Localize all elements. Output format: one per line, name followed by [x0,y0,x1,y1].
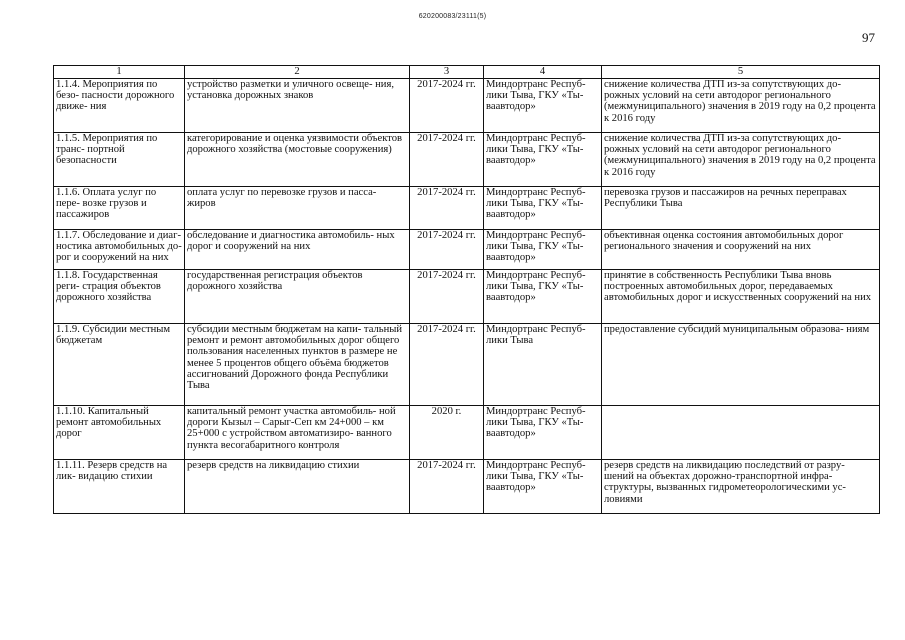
result-cell: объективная оценка состояния автомобильных дорог регионального значения и сооружений на них [602,230,880,270]
result-cell: снижение количества ДТП из-за сопутствующих до- рожных условий на сети автодорог регионального (межмуниципального) значения в 2019 году на 0,2 процента к 2016 году [602,79,880,133]
column-header-2: 2 [185,66,410,79]
page-number: 97 [862,30,875,45]
table-row [54,133,880,187]
executor-cell: Миндортранс Респуб- лики Тыва, ГКУ «Ты- ваавтодор» [484,133,602,187]
column-header-5: 5 [602,66,880,79]
activity-content-cell: капитальный ремонт участка автомобиль- ной дороги Кызыл – Сарыг-Сеп км 24+000 – км 25+000 с устройством автоматизиро- ванного пункта весогабаритного контроля [185,406,410,460]
activity-content-cell: обследование и диагностика автомобиль- ных дорог и сооружений на них [185,230,410,270]
table-row [54,324,880,406]
period-cell: 2017-2024 гг. [410,460,484,514]
table-row [54,230,880,270]
period-cell: 2017-2024 гг. [410,133,484,187]
executor-cell: Миндортранс Респуб- лики Тыва, ГКУ «Ты- ваавтодор» [484,79,602,133]
result-cell: принятие в собственность Республики Тыва вновь построенных автомобильных дорог, передаваемых автомобильных дорог и искусственных сооружений на них [602,270,880,324]
table-row [54,460,880,514]
period-cell: 2017-2024 гг. [410,187,484,230]
activity-name-cell: 1.1.5. Мероприятия по транс- портной безопасности [54,133,185,187]
executor-cell: Миндортранс Респуб- лики Тыва, ГКУ «Ты- ваавтодор» [484,187,602,230]
activity-content-cell: оплата услуг по перевозке грузов и пасса- жиров [185,187,410,230]
executor-cell: Миндортранс Респуб- лики Тыва, ГКУ «Ты- ваавтодор» [484,406,602,460]
document-code: 620200083/23111(5) [418,13,487,20]
period-cell: 2017-2024 гг. [410,230,484,270]
result-cell: резерв средств на ликвидацию последствий от разру- шений на объектах дорожно-транспортной инфра- структуры, вызванных гидрометеорологическими ус- ловиями [602,460,880,514]
result-cell: предоставление субсидий муниципальным образова- ниям [602,324,880,406]
period-cell: 2017-2024 гг. [410,324,484,406]
executor-cell: Миндортранс Респуб- лики Тыва, ГКУ «Ты- ваавтодор» [484,460,602,514]
table-row [54,187,880,230]
activity-name-cell: 1.1.8. Государственная реги- страция объектов дорожного хозяйства [54,270,185,324]
table-row [54,270,880,324]
column-header-1: 1 [54,66,185,79]
activity-content-cell: категорирование и оценка уязвимости объектов дорожного хозяйства (мостовые сооружения) [185,133,410,187]
result-cell: перевозка грузов и пассажиров на речных переправах Республики Тыва [602,187,880,230]
executor-cell: Миндортранс Респуб- лики Тыва, ГКУ «Ты- ваавтодор» [484,270,602,324]
result-cell [602,406,880,460]
executor-cell: Миндортранс Респуб- лики Тыва [484,324,602,406]
table-row [54,79,880,133]
period-cell: 2017-2024 гг. [410,79,484,133]
activity-content-cell: резерв средств на ликвидацию стихии [185,460,410,514]
activity-name-cell: 1.1.7. Обследование и диаг- ностика автомобильных до- рог и сооружений на них [54,230,185,270]
activity-name-cell: 1.1.9. Субсидии местным бюджетам [54,324,185,406]
activity-name-cell: 1.1.11. Резерв средств на лик- видацию стихии [54,460,185,514]
table-header-row [54,66,880,79]
activity-name-cell: 1.1.6. Оплата услуг по пере- возке грузов и пассажиров [54,187,185,230]
activity-name-cell: 1.1.4. Мероприятия по безо- пасности дорожного движе- ния [54,79,185,133]
activity-content-cell: государственная регистрация объектов дорожного хозяйства [185,270,410,324]
activity-name-cell: 1.1.10. Капитальный ремонт автомобильных дорог [54,406,185,460]
program-activities-table [53,65,880,514]
period-cell: 2017-2024 гг. [410,270,484,324]
column-header-4: 4 [484,66,602,79]
period-cell: 2020 г. [410,406,484,460]
column-header-3: 3 [410,66,484,79]
executor-cell: Миндортранс Респуб- лики Тыва, ГКУ «Ты- ваавтодор» [484,230,602,270]
result-cell: снижение количества ДТП из-за сопутствующих до- рожных условий на сети автодорог регионального (межмуниципального) значения в 2019 году на 0,2 процента к 2016 году [602,133,880,187]
activity-content-cell: субсидии местным бюджетам на капи- тальный ремонт и ремонт автомобильных дорог общего пользования населенных пунктов в размере не менее 5 процентов общего объёма бюджетов ассигнований Дорожного фонда Республики Тыва [185,324,410,406]
table-row [54,406,880,460]
activity-content-cell: устройство разметки и уличного освеще- ния, установка дорожных знаков [185,79,410,133]
